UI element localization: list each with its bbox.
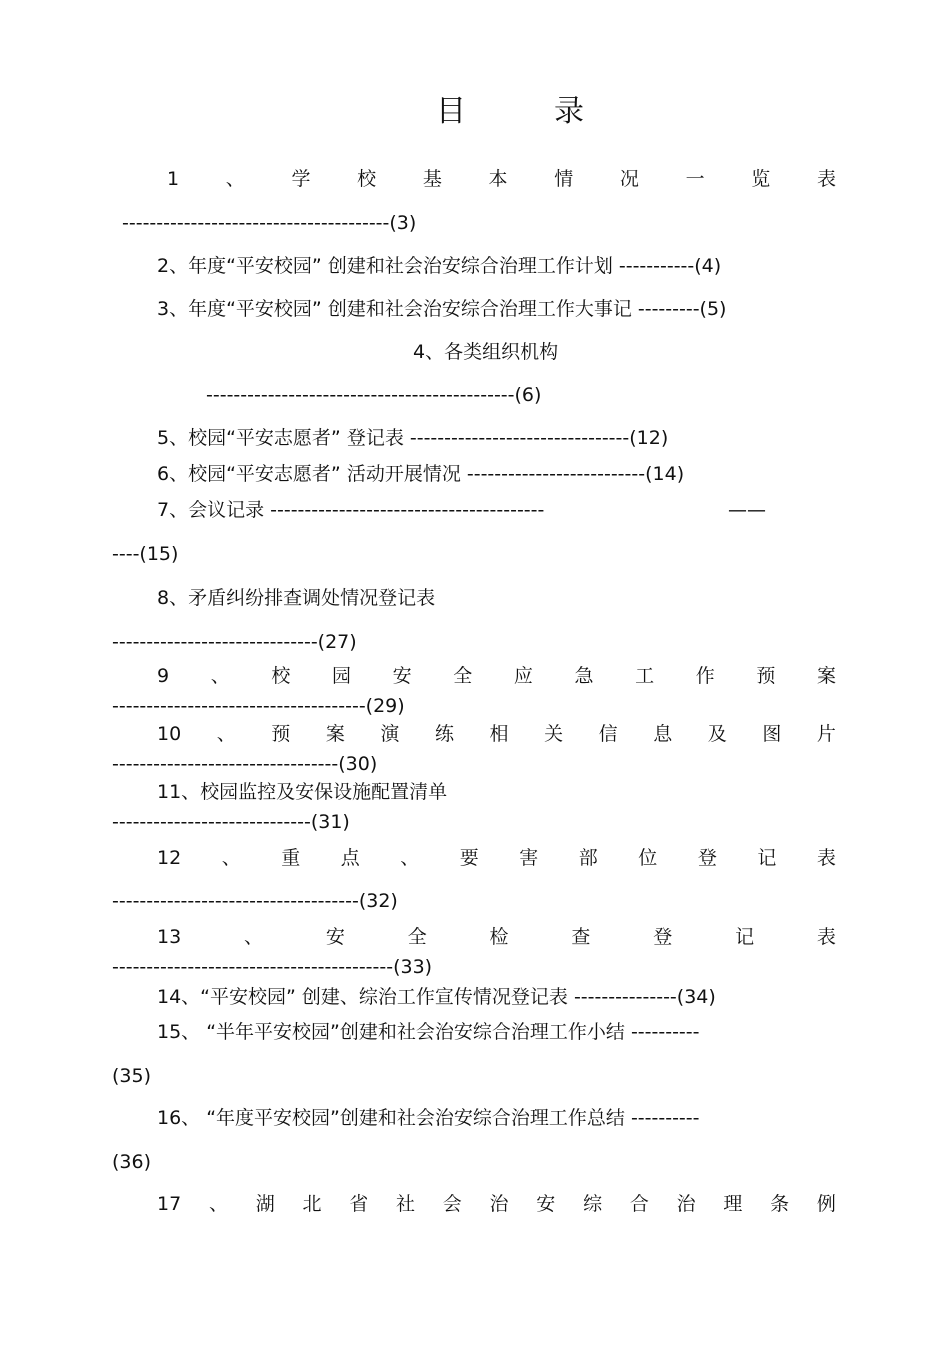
toc-char: 安 — [392, 665, 412, 687]
toc-item-7-page: ----(15) — [112, 543, 179, 565]
toc-char: 关 — [544, 723, 564, 745]
toc-char: 信 — [598, 723, 618, 745]
toc-char: 全 — [407, 926, 427, 948]
toc-char: 部 — [578, 847, 598, 869]
toc-char: 表 — [816, 168, 836, 190]
toc-char: 图 — [762, 723, 782, 745]
toc-char: 检 — [489, 926, 509, 948]
toc-char: 案 — [325, 723, 345, 745]
toc-item-11-page: -----------------------------(31) — [112, 811, 350, 833]
toc-char: 要 — [459, 847, 479, 869]
toc-char: 相 — [489, 723, 509, 745]
toc-item-4-page: ---------------------------------------------(6) — [206, 384, 542, 406]
toc-item-13-page: -----------------------------------------(33) — [112, 956, 433, 978]
toc-char: 、 — [244, 926, 264, 948]
toc-char: 9 — [157, 665, 170, 687]
toc-char: 记 — [757, 847, 777, 869]
toc-char: 登 — [697, 847, 717, 869]
toc-item-13 — [157, 925, 836, 949]
toc-char: 急 — [574, 665, 594, 687]
toc-char: 况 — [619, 168, 639, 190]
toc-item-15-page: (35) — [112, 1065, 152, 1087]
toc-char: 会 — [442, 1193, 462, 1215]
toc-item-1-page: ---------------------------------------(3) — [122, 212, 417, 234]
toc-char: 预 — [756, 665, 776, 687]
toc-char: 1 — [167, 168, 180, 190]
toc-char: 校 — [271, 665, 291, 687]
title-char: 录 — [554, 94, 584, 129]
toc-item-12-page: ------------------------------------(32) — [112, 890, 398, 912]
toc-item-2: 2、年度“平安校园” 创建和社会治安综合治理工作计划 -----------(4) — [157, 255, 722, 277]
toc-char: 北 — [302, 1193, 322, 1215]
toc-char: 安 — [325, 926, 345, 948]
toc-char: 作 — [695, 665, 715, 687]
toc-char: 社 — [396, 1193, 416, 1215]
toc-char: 例 — [816, 1193, 836, 1215]
toc-item-16-page: (36) — [112, 1151, 152, 1173]
toc-item-10 — [157, 722, 836, 746]
toc-item-16: 16、 “年度平安校园”创建和社会治安综合治理工作总结 ---------- — [157, 1107, 700, 1129]
toc-char: 、 — [221, 847, 241, 869]
toc-char: 记 — [735, 926, 755, 948]
toc-char: 演 — [380, 723, 400, 745]
toc-char: 及 — [707, 723, 727, 745]
toc-char: 表 — [816, 847, 836, 869]
toc-char: 湖 — [255, 1193, 275, 1215]
toc-item-7-dash: —— — [728, 499, 766, 521]
toc-item-11: 11、校园监控及安保设施配置清单 — [157, 781, 448, 803]
toc-char: 案 — [816, 665, 836, 687]
toc-char: 练 — [434, 723, 454, 745]
toc-item-7: 7、会议记录 ---------------------------------------- — [157, 499, 545, 521]
toc-char: 全 — [453, 665, 473, 687]
toc-item-17 — [157, 1192, 836, 1216]
toc-char: 、 — [400, 847, 420, 869]
toc-item-15: 15、 “半年平安校园”创建和社会治安综合治理工作小结 ---------- — [157, 1021, 700, 1043]
toc-char: 、 — [208, 1193, 228, 1215]
toc-char: 综 — [583, 1193, 603, 1215]
toc-item-4: 4、各类组织机构 — [413, 341, 559, 363]
toc-item-6: 6、校园“平安志愿者” 活动开展情况 --------------------------(14) — [157, 463, 685, 485]
toc-char: 位 — [638, 847, 658, 869]
toc-char: 一 — [685, 168, 705, 190]
toc-char: 重 — [281, 847, 301, 869]
toc-char: 治 — [489, 1193, 509, 1215]
toc-char: 、 — [216, 723, 236, 745]
page-title — [0, 86, 950, 130]
toc-char: 12 — [157, 847, 182, 869]
toc-char: 览 — [751, 168, 771, 190]
toc-char: 情 — [554, 168, 574, 190]
toc-char: 息 — [653, 723, 673, 745]
toc-char: 合 — [629, 1193, 649, 1215]
toc-char: 表 — [816, 926, 836, 948]
toc-char: 学 — [291, 168, 311, 190]
toc-char: 基 — [422, 168, 442, 190]
toc-item-12 — [157, 846, 836, 870]
toc-char: 治 — [676, 1193, 696, 1215]
toc-char: 应 — [513, 665, 533, 687]
toc-char: 条 — [770, 1193, 790, 1215]
toc-char: 预 — [271, 723, 291, 745]
toc-item-3: 3、年度“平安校园” 创建和社会治安综合治理工作大事记 ---------(5) — [157, 298, 727, 320]
toc-item-9-page: -------------------------------------(29) — [112, 695, 405, 717]
toc-char: 查 — [571, 926, 591, 948]
toc-char: 片 — [816, 723, 836, 745]
toc-char: 、 — [225, 168, 245, 190]
toc-char: 点 — [340, 847, 360, 869]
toc-char: 13 — [157, 926, 182, 948]
toc-item-14: 14、“平安校园” 创建、综治工作宣传情况登记表 ---------------(34) — [157, 986, 716, 1008]
toc-item-8-page: ------------------------------(27) — [112, 631, 357, 653]
toc-char: 害 — [519, 847, 539, 869]
toc-item-9 — [157, 664, 836, 688]
toc-char: 理 — [723, 1193, 743, 1215]
toc-item-5: 5、校园“平安志愿者” 登记表 --------------------------------(12) — [157, 427, 669, 449]
toc-char: 登 — [653, 926, 673, 948]
toc-item-1 — [167, 167, 836, 191]
toc-char: 省 — [349, 1193, 369, 1215]
title-char: 目 — [436, 94, 466, 129]
toc-char: 安 — [536, 1193, 556, 1215]
toc-char: 工 — [635, 665, 655, 687]
toc-char: 10 — [157, 723, 182, 745]
toc-char: 、 — [210, 665, 230, 687]
toc-item-10-page: ---------------------------------(30) — [112, 753, 378, 775]
toc-char: 园 — [331, 665, 351, 687]
toc-item-8: 8、矛盾纠纷排查调处情况登记表 — [157, 587, 436, 609]
toc-char: 校 — [357, 168, 377, 190]
toc-char: 本 — [488, 168, 508, 190]
toc-char: 17 — [157, 1193, 182, 1215]
